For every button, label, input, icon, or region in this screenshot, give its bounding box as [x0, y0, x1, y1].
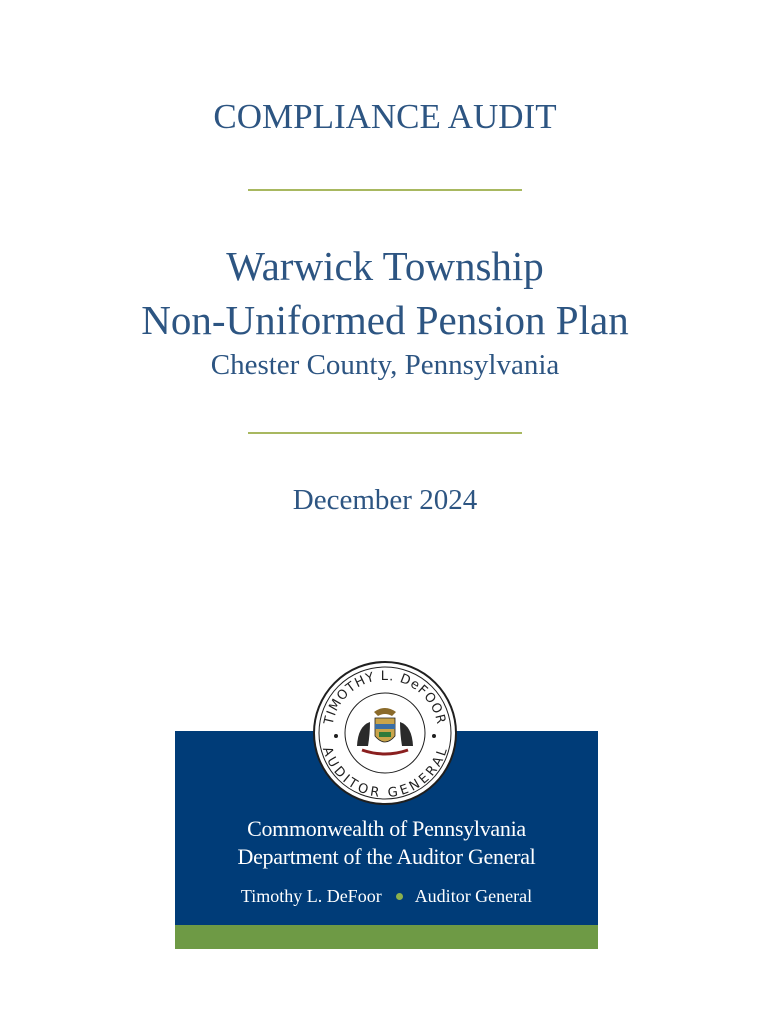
divider-rule [248, 432, 522, 434]
plan-name-line-1: Warwick Township [226, 243, 544, 289]
county-subtitle: Chester County, Pennsylvania [210, 349, 560, 381]
officer-name: Timothy L. DeFoor [240, 886, 382, 906]
agency-name-line-1: Commonwealth of Pennsylvania [247, 816, 526, 841]
officer-title: Auditor General [414, 886, 533, 906]
report-type-title: COMPLIANCE AUDIT [213, 97, 557, 136]
auditor-general-seal-icon [312, 660, 458, 806]
officer-line [175, 884, 598, 908]
divider-rule [248, 189, 522, 191]
agency-banner-stripe [175, 925, 598, 949]
seal-bottom-text: AUDITOR GENERAL [319, 744, 451, 801]
report-date: December 2024 [292, 484, 478, 516]
seal-top-text: TIMOTHY L. DeFOOR [321, 668, 449, 727]
bullet-dot-icon [396, 893, 403, 900]
agency-name-line-2: Department of the Auditor General [237, 844, 536, 869]
plan-name-line-2: Non-Uniformed Pension Plan [141, 297, 629, 343]
